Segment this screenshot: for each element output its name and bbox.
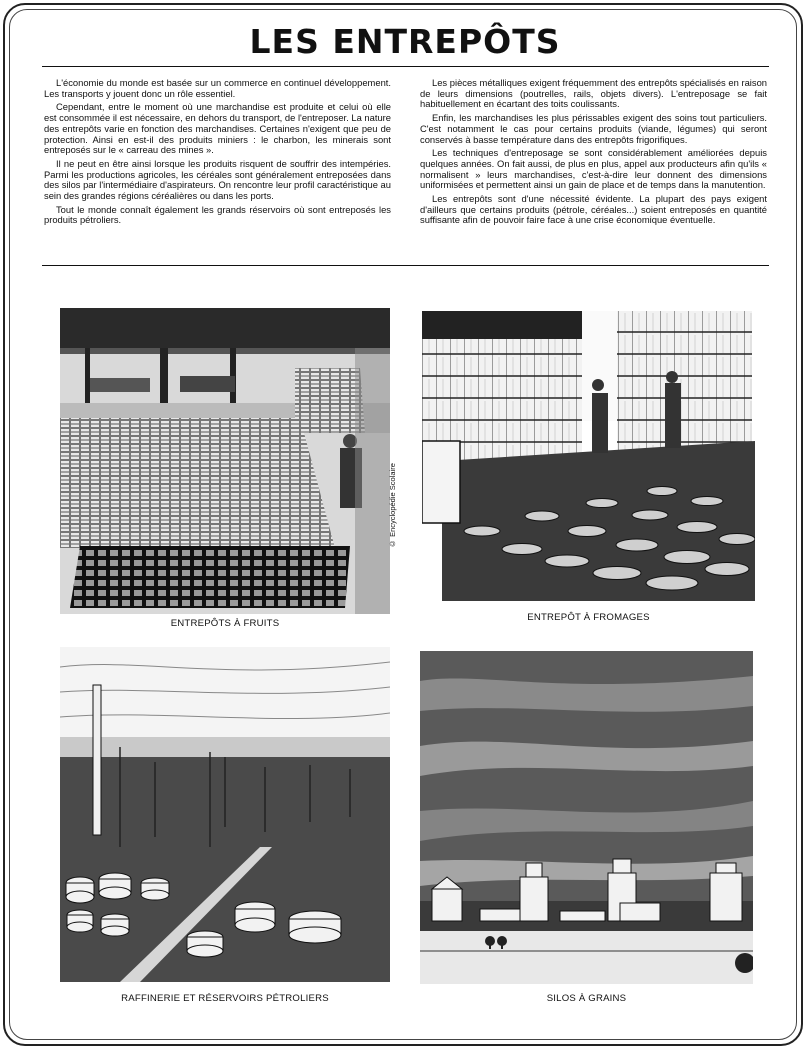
text-bottom-rule [42, 265, 769, 266]
paragraph: Tout le monde connaît également les grands réservoirs où sont entreposés les produits pétroliers. [44, 203, 391, 226]
header-rule [42, 66, 769, 67]
text-column-left [44, 78, 391, 229]
caption-grain-silos: SILOS À GRAINS [546, 993, 627, 1004]
text-column-right [420, 78, 767, 229]
paragraph: Les pièces métalliques exigent fréquemment des entrepôts spécialisés en raison de leurs dimensions (poutrelles, rails, objets divers). L'entreposage se fait habituellement en écartant des toits coulissants. [420, 77, 767, 110]
caption-refinery: RAFFINERIE ET RÉSERVOIRS PÉTROLIERS [121, 993, 329, 1004]
page-title: LES ENTREPÔTS [249, 22, 561, 61]
paragraph: Les entrepôts sont d'une nécessité évidente. La plupart des pays exigent d'ailleurs que certains produits (pétrole, céréales...) soient entreposés en quantité suffisante afin de pouvoir faire face à une crise économique éventuelle. [420, 193, 767, 226]
copyright-credit: © Encyclopédie Scolaire [388, 463, 397, 549]
paragraph: Enfin, les marchandises les plus périssables exigent des soins tout particuliers. C'est notamment le cas pour certains produits (viande, légumes) qui seront conservés à basse température dans des entrepôts frigorifiques. [420, 112, 767, 145]
paragraph: Les techniques d'entreposage se sont considérablement améliorées depuis quelques années. On fait aussi, de plus en plus, appel aux producteurs afin qu'ils « normalisent » leurs marchandises, c'est-à-dire leur donnent des dimensions uniformisées et permettent ainsi un gain de place et de temps dans la manutention. [420, 147, 767, 191]
cheese-warehouse-illustration [422, 311, 755, 601]
caption-cheese-warehouse: ENTREPÔT À FROMAGES [527, 612, 650, 623]
fruit-warehouse-illustration [60, 308, 390, 614]
caption-fruit-warehouse: ENTREPÔTS À FRUITS [170, 618, 280, 629]
refinery-illustration [60, 647, 390, 982]
paragraph: Cependant, entre le moment où une marchandise est produite et celui où elle est consommée il est nécessaire, en dehors du transport, de l'entreposer. La nature des entrepôts varie en fonction des marchandises. Certaines n'exigent que peu de protection. Ainsi en est-il des produits miniers : le charbon, les minerais sont entreposés sur le « carreau des mines ». [44, 101, 391, 156]
paragraph: Il ne peut en être ainsi lorsque les produits risquent de souffrir des intempéries. Parmi les productions agricoles, les céréales sont généralement entreposées dans des silos par l'intermédiaire d'aspirateurs. On rencontre leur profil caractéristique au sein des grandes régions céréalières ou dans les ports. [44, 157, 391, 202]
paragraph: L'économie du monde est basée sur un commerce en continuel développement. Les transports y jouent donc un rôle essentiel. [44, 77, 391, 99]
grain-silos-illustration [420, 651, 753, 984]
